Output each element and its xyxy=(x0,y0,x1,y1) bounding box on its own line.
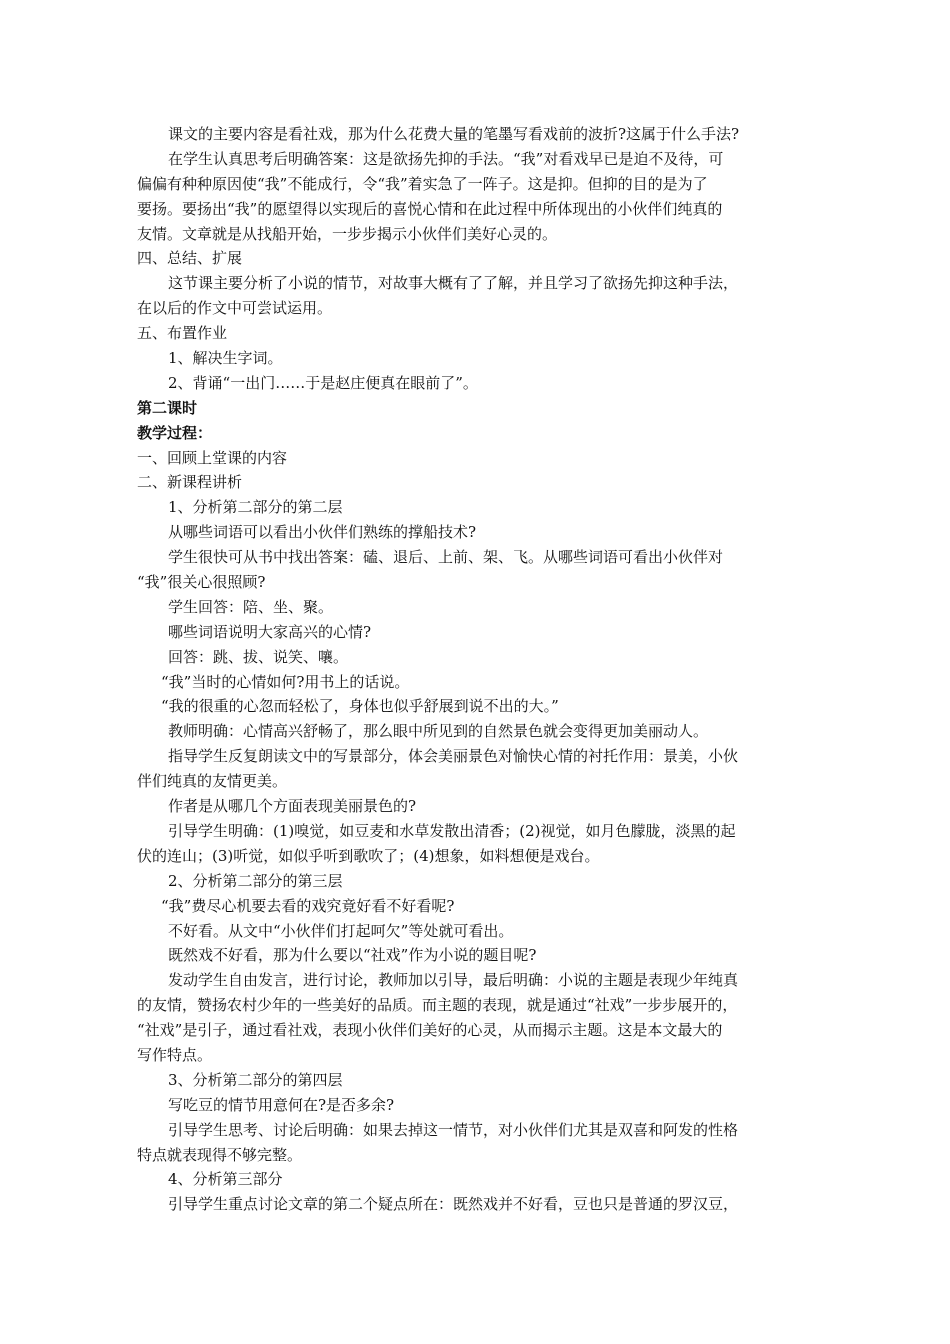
question-line: 从哪些词语可以看出小伙伴们熟练的撑船技术? xyxy=(168,523,477,542)
paragraph-line: 特点就表现得不够完整。 xyxy=(137,1145,303,1164)
process-title: 教学过程： xyxy=(137,423,213,442)
paragraph-line: 教师明确：心情高兴舒畅了，那么眼中所见到的自然景色就会变得更加美丽动人。 xyxy=(168,722,709,741)
paragraph-line: 引导学生重点讨论文章的第二个疑点所在：既然戏并不好看，豆也只是普通的罗汉豆， xyxy=(168,1195,739,1214)
paragraph-line: 课文的主要内容是看社戏，那为什么花费大量的笔墨写看戏前的波折?这属于什么手法? xyxy=(168,125,740,143)
paragraph-line: 学生很快可从书中找出答案：磕、退后、上前、架、飞。从哪些词语可看出小伙伴对 xyxy=(168,548,724,567)
section-heading: 四、总结、扩展 xyxy=(137,249,243,268)
subsection-heading: 3、分析第二部分的第四层 xyxy=(168,1070,343,1089)
paragraph-line: 发动学生自由发言，进行讨论，教师加以引导，最后明确：小说的主题是表现少年纯真 xyxy=(168,971,739,990)
section-heading: 一、回顾上堂课的内容 xyxy=(137,448,288,467)
paragraph-line: 偏偏有种种原因使“我”不能成行，令“我”着实急了一阵子。这是抑。但抑的目的是为了 xyxy=(137,174,708,193)
paragraph-line: 写作特点。 xyxy=(137,1045,213,1064)
paragraph-line: 在学生认真思考后明确答案：这是欲扬先抑的手法。“我”对看戏早已是迫不及待，可 xyxy=(168,149,724,168)
paragraph-line: “我”很关心很照顾? xyxy=(137,573,266,592)
paragraph-line: 伴们纯真的友情更美。 xyxy=(137,772,288,791)
paragraph-line: 引导学生明确：(1)嗅觉，如豆麦和水草发散出清香；(2)视觉，如月色朦胧，淡黑的起 xyxy=(168,821,736,840)
section-heading: 五、布置作业 xyxy=(137,324,228,343)
subsection-heading: 1、分析第二部分的第二层 xyxy=(168,498,343,517)
subsection-heading: 4、分析第三部分 xyxy=(168,1170,283,1189)
paragraph-line: 不好看。从文中“小伙伴们打起呵欠”等处就可看出。 xyxy=(168,921,514,940)
paragraph-line: 的友情，赞扬农村少年的一些美好的品质。而主题的表现，就是通过“社戏”一步步展开的， xyxy=(137,996,738,1015)
paragraph-line: 友情。文章就是从找船开始，一步步揭示小伙伴们美好心灵的。 xyxy=(137,224,558,243)
question-line: 作者是从哪几个方面表现美丽景色的? xyxy=(168,797,417,816)
paragraph-line: 要扬。要扬出“我”的愿望得以实现后的喜悦心情和在此过程中所体现出的小伙伴们纯真的 xyxy=(137,199,723,218)
question-line: “我”当时的心情如何?用书上的话说。 xyxy=(161,672,410,691)
lesson-title: 第二课时 xyxy=(137,398,198,417)
paragraph-line: 引导学生思考、讨论后明确：如果去掉这一情节，对小伙伴们尤其是双喜和阿发的性格 xyxy=(168,1120,739,1139)
paragraph-line: 指导学生反复朗读文中的写景部分，体会美丽景色对愉快心情的衬托作用：景美，小伙 xyxy=(168,747,739,766)
question-line: 既然戏不好看，那为什么要以“社戏”作为小说的题目呢? xyxy=(168,946,537,965)
question-line: “我”费尽心机要去看的戏究竟好看不好看呢? xyxy=(161,896,455,915)
list-item: 1、解决生字词。 xyxy=(168,349,283,368)
document-body xyxy=(137,122,817,1217)
question-line: 写吃豆的情节用意何在?是否多余? xyxy=(168,1095,395,1114)
section-heading: 二、新课程讲析 xyxy=(137,473,243,492)
question-line: 哪些词语说明大家高兴的心情? xyxy=(168,622,372,641)
paragraph-line: 伏的连山；(3)听觉，如似乎听到歌吹了；(4)想象，如料想便是戏台。 xyxy=(137,846,600,865)
paragraph-line: 这节课主要分析了小说的情节，对故事大概有了了解，并且学习了欲扬先抑这种手法， xyxy=(168,274,739,293)
subsection-heading: 2、分析第二部分的第三层 xyxy=(168,871,343,890)
paragraph-line: 在以后的作文中可尝试运用。 xyxy=(137,299,333,318)
paragraph-line: 学生回答：陪、坐、聚。 xyxy=(168,597,334,616)
list-item: 2、背诵“一出门……于是赵庄便真在眼前了”。 xyxy=(168,373,478,392)
paragraph-line: 回答：跳、拔、说笑、嚷。 xyxy=(168,647,349,666)
paragraph-line: “社戏”是引子，通过看社戏，表现小伙伴们美好的心灵，从而揭示主题。这是本文最大的 xyxy=(137,1021,723,1040)
quote-line: “我的很重的心忽而轻松了，身体也似乎舒展到说不出的大。” xyxy=(161,697,559,716)
